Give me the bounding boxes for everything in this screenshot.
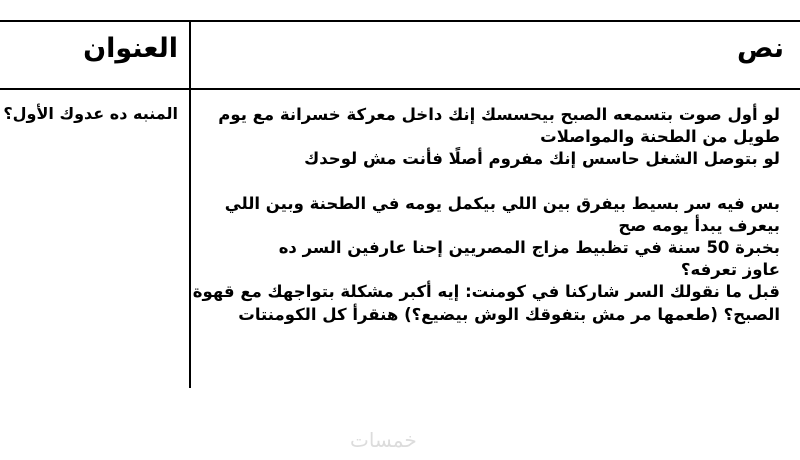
header-text-column: نص (737, 33, 784, 64)
text-line: لو أول صوت بتسمعه الصبح بيحسسك إنك داخل معركة خسرانة مع يوم (218, 105, 780, 124)
header-title-column: العنوان (83, 33, 178, 64)
text-line: عاوز تعرفه؟ (680, 260, 780, 280)
watermark: خمسات (350, 428, 417, 452)
text-line: الصبح؟ (طعمها مر مش بتفوقك الوش بيضيع؟) هنقرأ كل الكومنتات (238, 304, 780, 324)
text-line: بس فيه سر بسيط بيفرق بين اللي بيكمل يومه في الطحنة وبين اللي (224, 193, 780, 213)
blank-line (210, 171, 780, 193)
text-line: قبل ما نقولك السر شاركنا في كومنت: إيه أكبر مشكلة بتواجهك مع قهوة (192, 282, 780, 302)
header-separator (0, 88, 800, 90)
text-line: طويل من الطحنة والمواصلات (540, 127, 780, 147)
text-line: لو بتوصل الشغل حاسس إنك مفروم أصلًا فأنت مش لوحدك (304, 149, 780, 169)
table-top-border (0, 20, 800, 22)
text-line: بخبرة 50 سنة في تظبيط مزاج المصريين إحنا عارفين السر ده (278, 238, 780, 258)
row-title-cell: المنبه ده عدوك الأول؟ (3, 104, 178, 123)
row-text-cell (192, 104, 780, 326)
text-line: بيعرف يبدأ يومه صح (618, 215, 780, 235)
column-divider (189, 20, 191, 388)
